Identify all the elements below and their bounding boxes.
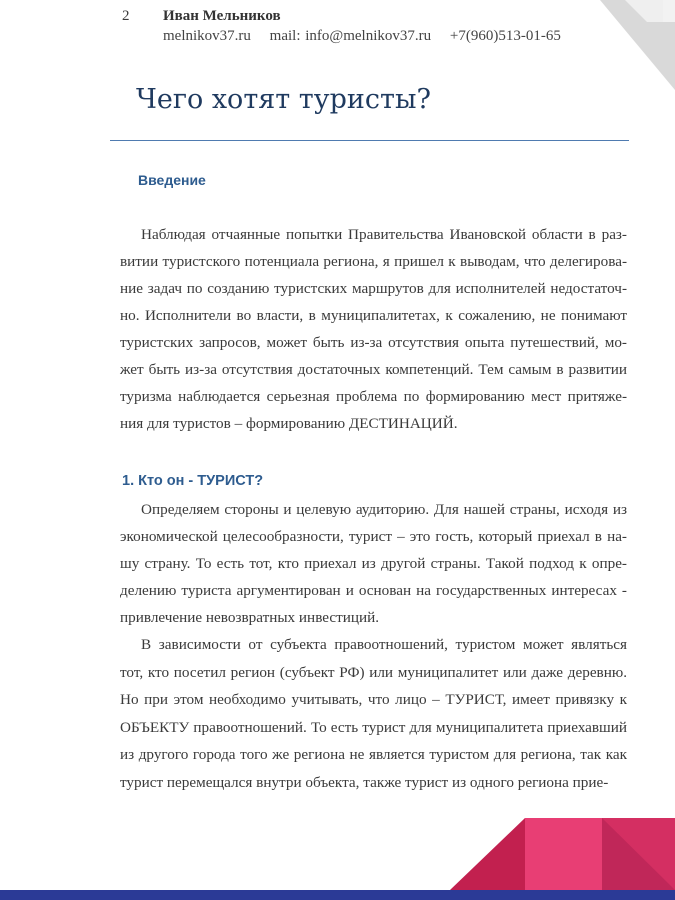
- text-line: Определяем стороны и целевую аудиторию. Для нашей страны, исходя из: [141, 501, 627, 518]
- text-line: Но при этом необходимо учитывать, что лицо – ТУРИСТ, имеет привязку к: [120, 691, 627, 709]
- text-line: тот, кто посетил регион (субъект РФ) или муниципалитет или даже деревню.: [120, 663, 627, 681]
- text-line: турист перемещался внутри объекта, также турист из одного региона прие-: [120, 774, 609, 791]
- text-line: но. Исполнители во власти, в муниципалитетах, к сожалению, не понимают: [120, 307, 627, 324]
- text-line: из другого города того же региона не является туристом для региона, так как: [120, 746, 627, 764]
- text-line: витии туристского потенциала региона, я пришел к выводам, что делегирова-: [120, 253, 627, 270]
- text-line: туристских запросов, может быть из-за отсутствия опыта путешествий, мо-: [120, 334, 627, 351]
- text-line: В зависимости от субъекта правоотношений, туристом может являться: [141, 636, 627, 653]
- section-1-heading: 1. Кто он - ТУРИСТ?: [122, 473, 264, 489]
- footer-decoration: [0, 810, 675, 900]
- text-line: жет быть из-за отсутствия достаточных компетенций. Тем самым в развитии: [120, 361, 627, 378]
- corner-decoration: [590, 0, 675, 100]
- text-line: ОБЪЕКТУ правоотношений. То есть турист для муниципалитета приехавший: [120, 718, 627, 736]
- title-divider: [110, 140, 629, 141]
- page-number: 2: [122, 8, 130, 24]
- text-line: ние задач по созданию туристских маршрутов для исполнителей недостаточ-: [120, 280, 627, 297]
- text-line: туризма наблюдается серьезная проблема по формированию мест притяже-: [120, 388, 627, 405]
- text-line: привлечение невозвратных инвестиций.: [120, 609, 380, 626]
- email-link[interactable]: mail: info@melnikov37.ru: [269, 28, 432, 44]
- text-line: Наблюдая отчаянные попытки Правительства Ивановской области в раз-: [141, 226, 627, 243]
- page-title: Чего хотят туристы?: [136, 84, 431, 115]
- website-link[interactable]: melnikov37.ru: [163, 28, 251, 44]
- text-line: шу страну. То есть тот, кто приехал из другой страны. Такой подход к опре-: [120, 555, 627, 572]
- intro-heading: Введение: [138, 172, 206, 188]
- author-contacts: [163, 28, 575, 45]
- text-line: экономической целесообразности, турист – это гость, который приехал в на-: [120, 528, 627, 545]
- text-line: делению туриста аргументирован и основан на государственных интересах -: [120, 582, 627, 599]
- author-name: Иван Мельников: [163, 8, 281, 24]
- phone-number: +7(960)513-01-65: [449, 28, 561, 44]
- text-line: ния для туристов – формированию ДЕСТИНАЦИЙ.: [120, 415, 458, 432]
